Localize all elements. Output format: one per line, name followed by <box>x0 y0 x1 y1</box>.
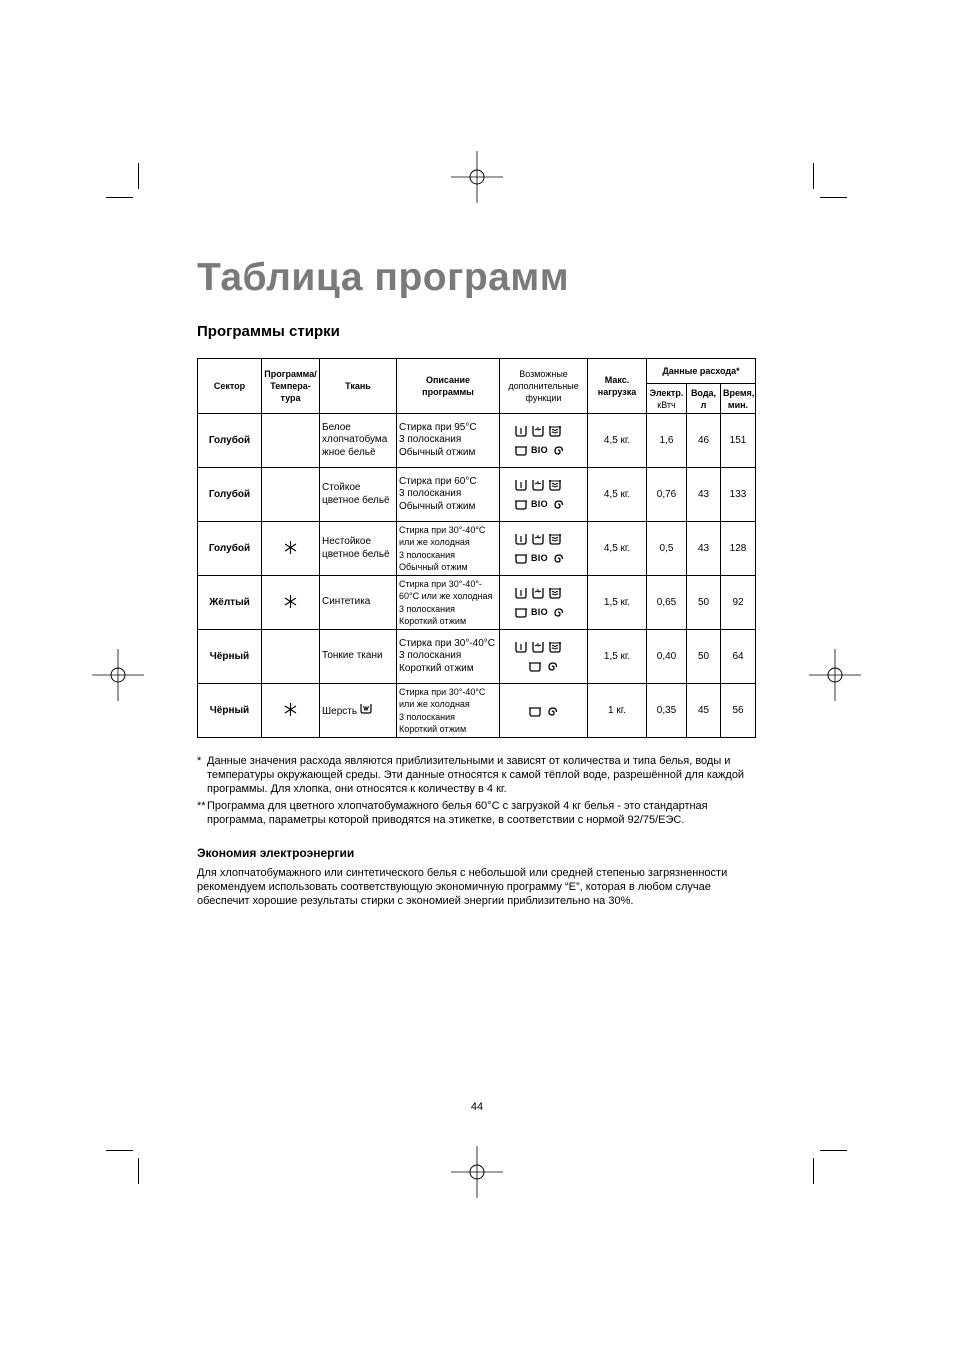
fabric-line: Стойкое <box>322 482 361 493</box>
cell-max-load: 4,5 кг. <box>588 414 647 468</box>
crop-mark <box>820 197 847 198</box>
cell-max-load: 4,5 кг. <box>588 468 647 522</box>
prewash-icon <box>514 605 528 619</box>
header-fabric: Ткань <box>320 359 397 414</box>
cell-functions <box>500 630 588 684</box>
description-line: Короткий отжим <box>399 662 474 674</box>
fabric-line: хлопчатобума <box>322 434 388 446</box>
cell-energy: 1,6 <box>647 414 687 468</box>
description-line: 3 полоскания <box>399 603 456 614</box>
prewash-icon <box>528 704 542 718</box>
description-line: 3 полоскания <box>399 650 462 662</box>
crop-mark <box>138 1158 139 1184</box>
spin-icon <box>545 704 559 718</box>
description-line: 3 полоскания <box>399 549 456 560</box>
fabric-line: Нестойкое <box>322 536 372 547</box>
cell-energy: 0,65 <box>647 576 687 630</box>
cell-description <box>397 522 500 576</box>
cell-max-load: 1,5 кг. <box>588 630 647 684</box>
fabric-line: Тонкие ткани <box>322 650 383 662</box>
cell-program-temp <box>262 522 320 576</box>
snowflake-icon <box>283 702 298 717</box>
description-line: 3 полоскания <box>399 488 462 500</box>
half-load-icon <box>531 640 545 654</box>
easy-iron-icon <box>548 586 562 600</box>
cell-water: 45 <box>687 684 721 738</box>
extra-rinse-icon <box>514 532 528 546</box>
functions-line <box>502 549 585 568</box>
programs-table <box>197 358 756 738</box>
crop-mark <box>820 1150 847 1151</box>
description-line: Стирка при 30°-40°- <box>399 579 482 590</box>
easy-iron-icon <box>548 532 562 546</box>
description-line: Обычный отжим <box>399 500 476 512</box>
spin-icon <box>551 497 565 511</box>
cell-program-temp <box>262 468 320 522</box>
energy-saving-title: Экономия электроэнергии <box>197 846 355 860</box>
cell-program-temp <box>262 576 320 630</box>
snowflake-icon <box>283 594 298 609</box>
header-functions: Возможные дополнительные функции <box>500 359 588 414</box>
cell-description <box>397 414 500 468</box>
cell-water: 50 <box>687 630 721 684</box>
spin-icon <box>551 551 565 565</box>
cell-max-load: 4,5 кг. <box>588 522 647 576</box>
functions-line <box>502 584 585 603</box>
footnote-1: * Данные значения расхода являются приблизительными и зависят от количества и типа белья, воды и температуры окружающей среды. Эти данные относятся к самой тёплой воде, разрешённой для каждой программы. Для хлопка, они относятся к количеству в 4 кг. <box>197 755 745 795</box>
functions-line <box>502 603 585 622</box>
cell-program-temp <box>262 684 320 738</box>
extra-rinse-icon <box>514 424 528 438</box>
cell-time: 128 <box>721 522 756 576</box>
section-title: Программы стирки <box>197 323 340 340</box>
cell-functions <box>500 576 588 630</box>
page-number: 44 <box>470 1101 484 1113</box>
easy-iron-icon <box>548 640 562 654</box>
cell-sector: Чёрный <box>198 630 262 684</box>
cell-max-load: 1,5 кг. <box>588 576 647 630</box>
cell-program-temp <box>262 630 320 684</box>
table-row <box>198 522 756 576</box>
extra-rinse-icon <box>514 640 528 654</box>
cell-sector: Голубой <box>198 522 262 576</box>
cell-time: 92 <box>721 576 756 630</box>
registration-mark-icon <box>451 151 503 203</box>
cell-functions <box>500 684 588 738</box>
spin-icon <box>545 659 559 673</box>
easy-iron-icon <box>548 424 562 438</box>
snowflake-icon <box>283 540 298 555</box>
header-sector: Сектор <box>198 359 262 414</box>
footnotes <box>197 754 757 830</box>
cell-fabric <box>320 630 397 684</box>
energy-saving-text: Для хлопчатобумажного или синтетического белья с небольшой или средней степенью загрязненности рекомендуем использовать соответствующую экономичную программу “Е”, которая в любом случае обеспечит хорошие результаты стирки с экономией энергии приблизительно на 30%. <box>197 867 728 907</box>
registration-mark-icon <box>809 649 861 701</box>
bio-label: BIO <box>531 499 548 509</box>
registration-mark-icon <box>92 649 144 701</box>
cell-fabric <box>320 576 397 630</box>
cell-energy: 0,40 <box>647 630 687 684</box>
crop-mark <box>813 163 814 189</box>
header-description: Описание программы <box>397 359 500 414</box>
cell-time: 64 <box>721 630 756 684</box>
cell-fabric <box>320 522 397 576</box>
half-load-icon <box>531 532 545 546</box>
cell-energy: 0,35 <box>647 684 687 738</box>
cell-description <box>397 684 500 738</box>
cell-functions <box>500 414 588 468</box>
footnote-2: ** Программа для цветного хлопчатобумажного белья 60°С с загрузкой 4 кг белья - это стандартная программа, параметры которой приводятся на этикетке, в соответствии с нормой 92/75/ЕЭС. <box>197 800 708 826</box>
description-line: или же холодная <box>399 537 470 548</box>
header-program-temp: Программа/ Темпера- тура <box>262 359 320 414</box>
fabric-line: Шерсть <box>322 706 358 718</box>
functions-line <box>502 422 585 441</box>
description-line: Обычный отжим <box>399 446 476 458</box>
functions-line <box>502 638 585 657</box>
cell-sector: Голубой <box>198 468 262 522</box>
functions-line <box>502 441 585 460</box>
header-max-load: Макс. нагрузка <box>588 359 647 414</box>
fabric-line: Белое <box>322 421 351 433</box>
fabric-line: цветное бельё <box>322 494 390 506</box>
cell-sector: Голубой <box>198 414 262 468</box>
fabric-line: жное бельё <box>322 446 376 458</box>
functions-line <box>502 495 585 514</box>
description-line: Короткий отжим <box>399 615 467 626</box>
table-row <box>198 684 756 738</box>
easy-iron-icon <box>548 478 562 492</box>
description-line: Обычный отжим <box>399 561 468 572</box>
description-line: Стирка при 60°С <box>399 475 477 487</box>
cell-description <box>397 630 500 684</box>
cell-fabric <box>320 684 397 738</box>
description-line: Стирка при 95°С <box>399 421 477 433</box>
cell-energy: 0,5 <box>647 522 687 576</box>
cell-time: 56 <box>721 684 756 738</box>
cell-time: 151 <box>721 414 756 468</box>
cell-description <box>397 576 500 630</box>
cell-water: 46 <box>687 414 721 468</box>
description-line: Стирка при 30°-40°С <box>399 687 486 698</box>
description-line: 3 полоскания <box>399 434 462 446</box>
cell-program-temp <box>262 414 320 468</box>
table-row <box>198 414 756 468</box>
cell-energy: 0,76 <box>647 468 687 522</box>
description-line: Короткий отжим <box>399 723 467 734</box>
description-line: 3 полоскания <box>399 711 456 722</box>
table-row <box>198 468 756 522</box>
half-load-icon <box>531 424 545 438</box>
cell-water: 50 <box>687 576 721 630</box>
crop-mark <box>106 1150 133 1151</box>
table-row <box>198 576 756 630</box>
crop-mark <box>813 1158 814 1184</box>
spin-icon <box>551 605 565 619</box>
header-water: Вода, л <box>687 384 721 414</box>
description-line: 60°С или же холодная <box>399 591 493 602</box>
prewash-icon <box>514 551 528 565</box>
functions-line <box>502 530 585 549</box>
prewash-icon <box>528 659 542 673</box>
cell-water: 43 <box>687 522 721 576</box>
crop-mark <box>106 197 133 198</box>
cell-description <box>397 468 500 522</box>
header-energy: Электр. кВтч <box>647 384 687 414</box>
functions-line <box>502 657 585 676</box>
registration-mark-icon <box>451 1146 503 1198</box>
description-line: Стирка при 30°-40°С <box>399 637 496 649</box>
cell-functions <box>500 522 588 576</box>
functions-line <box>502 701 585 720</box>
extra-rinse-icon <box>514 586 528 600</box>
half-load-icon <box>531 478 545 492</box>
cell-time: 133 <box>721 468 756 522</box>
crop-mark <box>138 163 139 189</box>
bio-label: BIO <box>531 607 548 617</box>
cell-sector: Жёлтый <box>198 576 262 630</box>
header-consumption: Данные расхода* <box>647 359 756 384</box>
cell-water: 43 <box>687 468 721 522</box>
bio-label: BIO <box>531 445 548 455</box>
wool-hand-wash-icon <box>357 702 372 714</box>
description-line: или же холодная <box>399 699 470 710</box>
half-load-icon <box>531 586 545 600</box>
description-line: Стирка при 30°-40°С <box>399 525 486 536</box>
page-title: Таблица программ <box>197 256 570 299</box>
prewash-icon <box>514 497 528 511</box>
table-row <box>198 630 756 684</box>
cell-sector: Чёрный <box>198 684 262 738</box>
fabric-line-with-icon <box>322 702 394 719</box>
fabric-line: цветное бельё <box>322 548 390 560</box>
header-time: Время, мин. <box>721 384 756 414</box>
extra-rinse-icon <box>514 478 528 492</box>
fabric-line: Синтетика <box>322 596 371 608</box>
prewash-icon <box>514 443 528 457</box>
cell-max-load: 1 кг. <box>588 684 647 738</box>
cell-fabric <box>320 468 397 522</box>
spin-icon <box>551 443 565 457</box>
cell-functions <box>500 468 588 522</box>
bio-label: BIO <box>531 553 548 563</box>
functions-line <box>502 476 585 495</box>
cell-fabric <box>320 414 397 468</box>
